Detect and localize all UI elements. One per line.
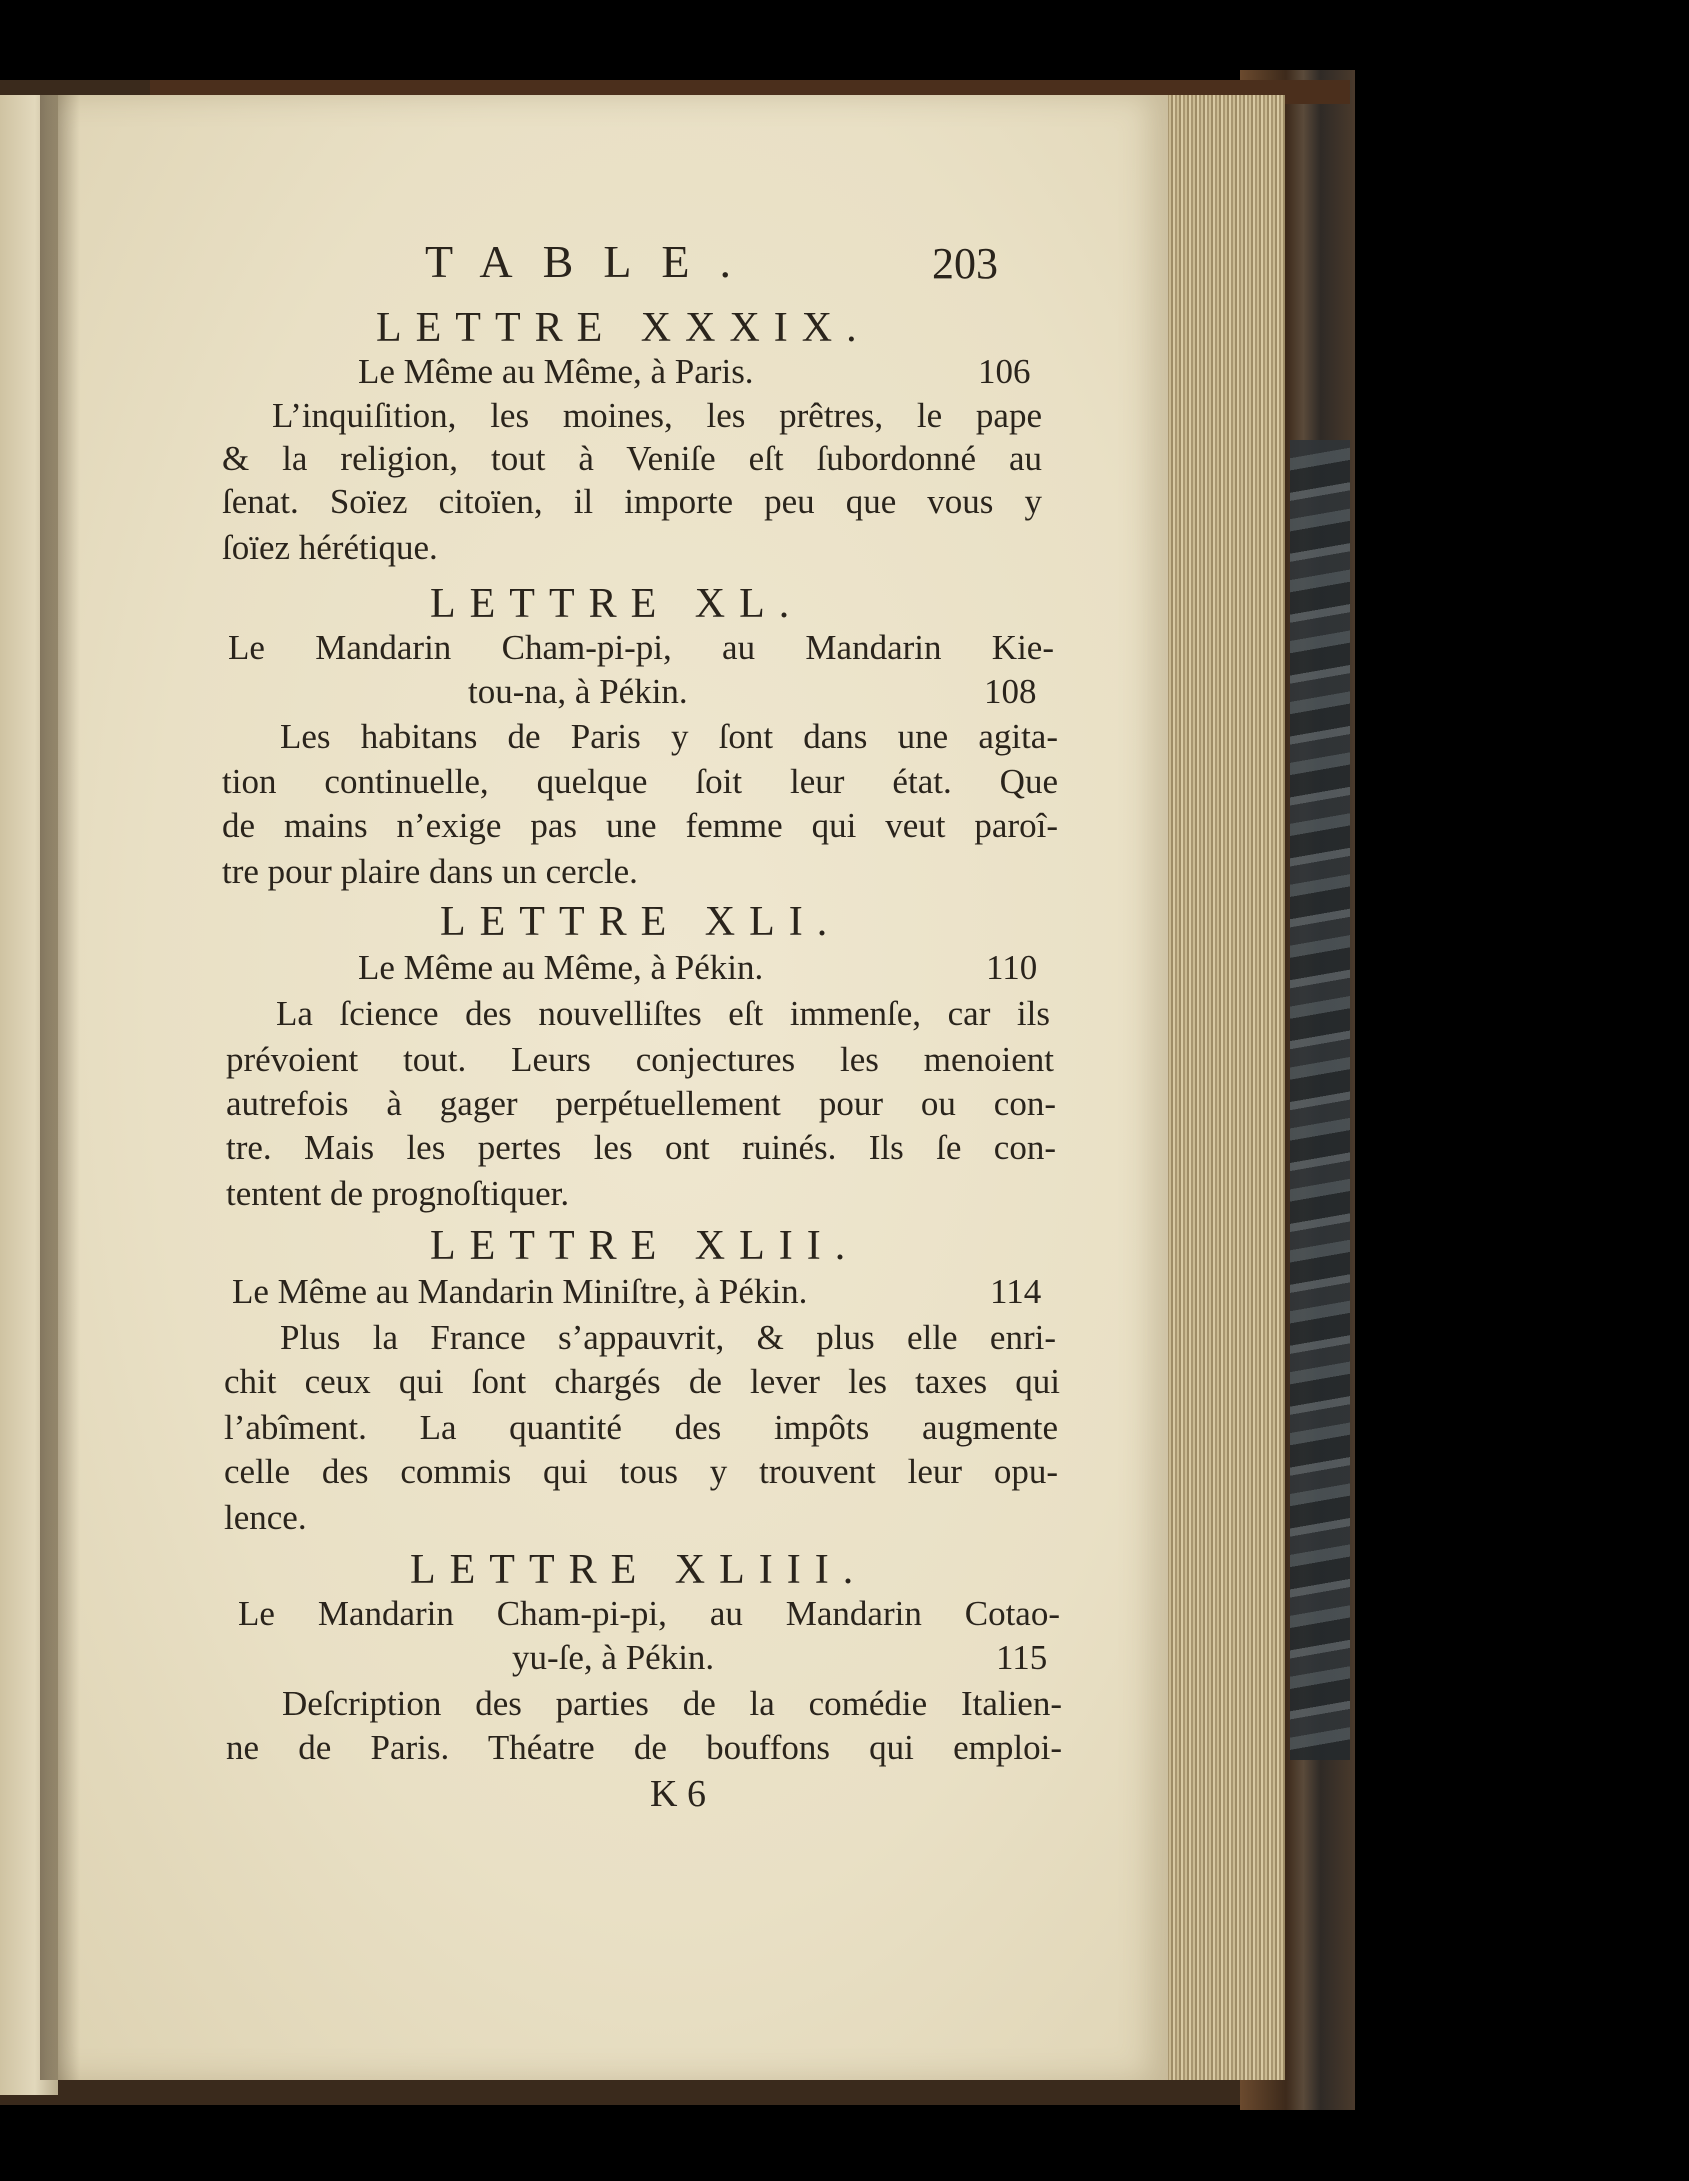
- summary-line: celle des commis qui tous y trouvent leur opu-: [224, 1452, 1058, 1491]
- letter-page-ref: 115: [996, 1638, 1048, 1677]
- summary-line: tre. Mais les pertes les ont ruinés. Ils ſe con-: [226, 1128, 1056, 1167]
- letter-subtitle: tou-na, à Pékin.: [468, 672, 688, 711]
- page-gutter-shadow: [40, 95, 80, 2080]
- letter-page-ref: 108: [984, 672, 1037, 711]
- summary-line: Deſcription des parties de la comédie Italien-: [282, 1684, 1062, 1723]
- letter-page-ref: 106: [978, 352, 1031, 391]
- summary-line: Plus la France s’appauvrit, & plus elle enri-: [280, 1318, 1056, 1357]
- letter-subtitle: Le Même au Mandarin Miniſtre, à Pékin.: [232, 1272, 808, 1311]
- summary-line: ſenat. Soïez citoïen, il importe peu que vous y: [222, 482, 1042, 521]
- summary-line: tentent de prognoſtiquer.: [226, 1174, 570, 1213]
- summary-line: de mains n’exige pas une femme qui veut paroî-: [222, 806, 1058, 845]
- summary-line: lence.: [224, 1498, 307, 1537]
- summary-line: ne de Paris. Théatre de bouffons qui emploi-: [226, 1728, 1062, 1767]
- letter-subtitle: Le Mandarin Cham-pi-pi, au Mandarin Kie-: [228, 628, 1054, 667]
- summary-line: & la religion, tout à Veniſe eſt ſubordonné au: [222, 439, 1042, 478]
- letter-heading: LETTRE XLI.: [440, 899, 842, 945]
- summary-line: L’inquiſition, les moines, les prêtres, le pape: [272, 396, 1042, 435]
- summary-line: tion continuelle, quelque ſoit leur état. Que: [222, 762, 1058, 801]
- letter-heading: LETTRE XXXIX.: [376, 305, 871, 351]
- running-head-title: TABLE.: [425, 236, 762, 287]
- letter-heading: LETTRE XLII.: [430, 1223, 860, 1269]
- letter-subtitle: Le Mandarin Cham-pi-pi, au Mandarin Cotao-: [238, 1594, 1060, 1633]
- letter-page-ref: 110: [986, 948, 1038, 987]
- summary-line: Les habitans de Paris y ſont dans une agita-: [280, 717, 1058, 756]
- letter-heading: LETTRE XL.: [430, 581, 804, 627]
- letter-subtitle: Le Même au Même, à Pékin.: [358, 948, 764, 987]
- letter-subtitle: Le Même au Même, à Paris.: [358, 352, 754, 391]
- letter-heading: LETTRE XLIII.: [410, 1547, 868, 1593]
- summary-line: prévoient tout. Leurs conjectures les menoient: [226, 1040, 1054, 1079]
- summary-line: autrefois à gager perpétuellement pour ou con-: [226, 1084, 1056, 1123]
- summary-line: La ſcience des nouvelliſtes eſt immenſe, car ils: [276, 994, 1050, 1033]
- letter-subtitle: yu-ſe, à Pékin.: [512, 1638, 715, 1677]
- summary-line: l’abîment. La quantité des impôts augmente: [224, 1408, 1058, 1447]
- letter-page-ref: 114: [990, 1272, 1042, 1311]
- page-block-edges: [1165, 95, 1285, 2080]
- signature-mark: K 6: [650, 1773, 706, 1815]
- marbled-cover: [1290, 440, 1350, 1760]
- page-number: 203: [932, 239, 998, 288]
- summary-line: ſoïez hérétique.: [222, 528, 438, 567]
- summary-line: chit ceux qui ſont chargés de lever les taxes qui: [224, 1362, 1060, 1401]
- summary-line: tre pour plaire dans un cercle.: [222, 852, 638, 891]
